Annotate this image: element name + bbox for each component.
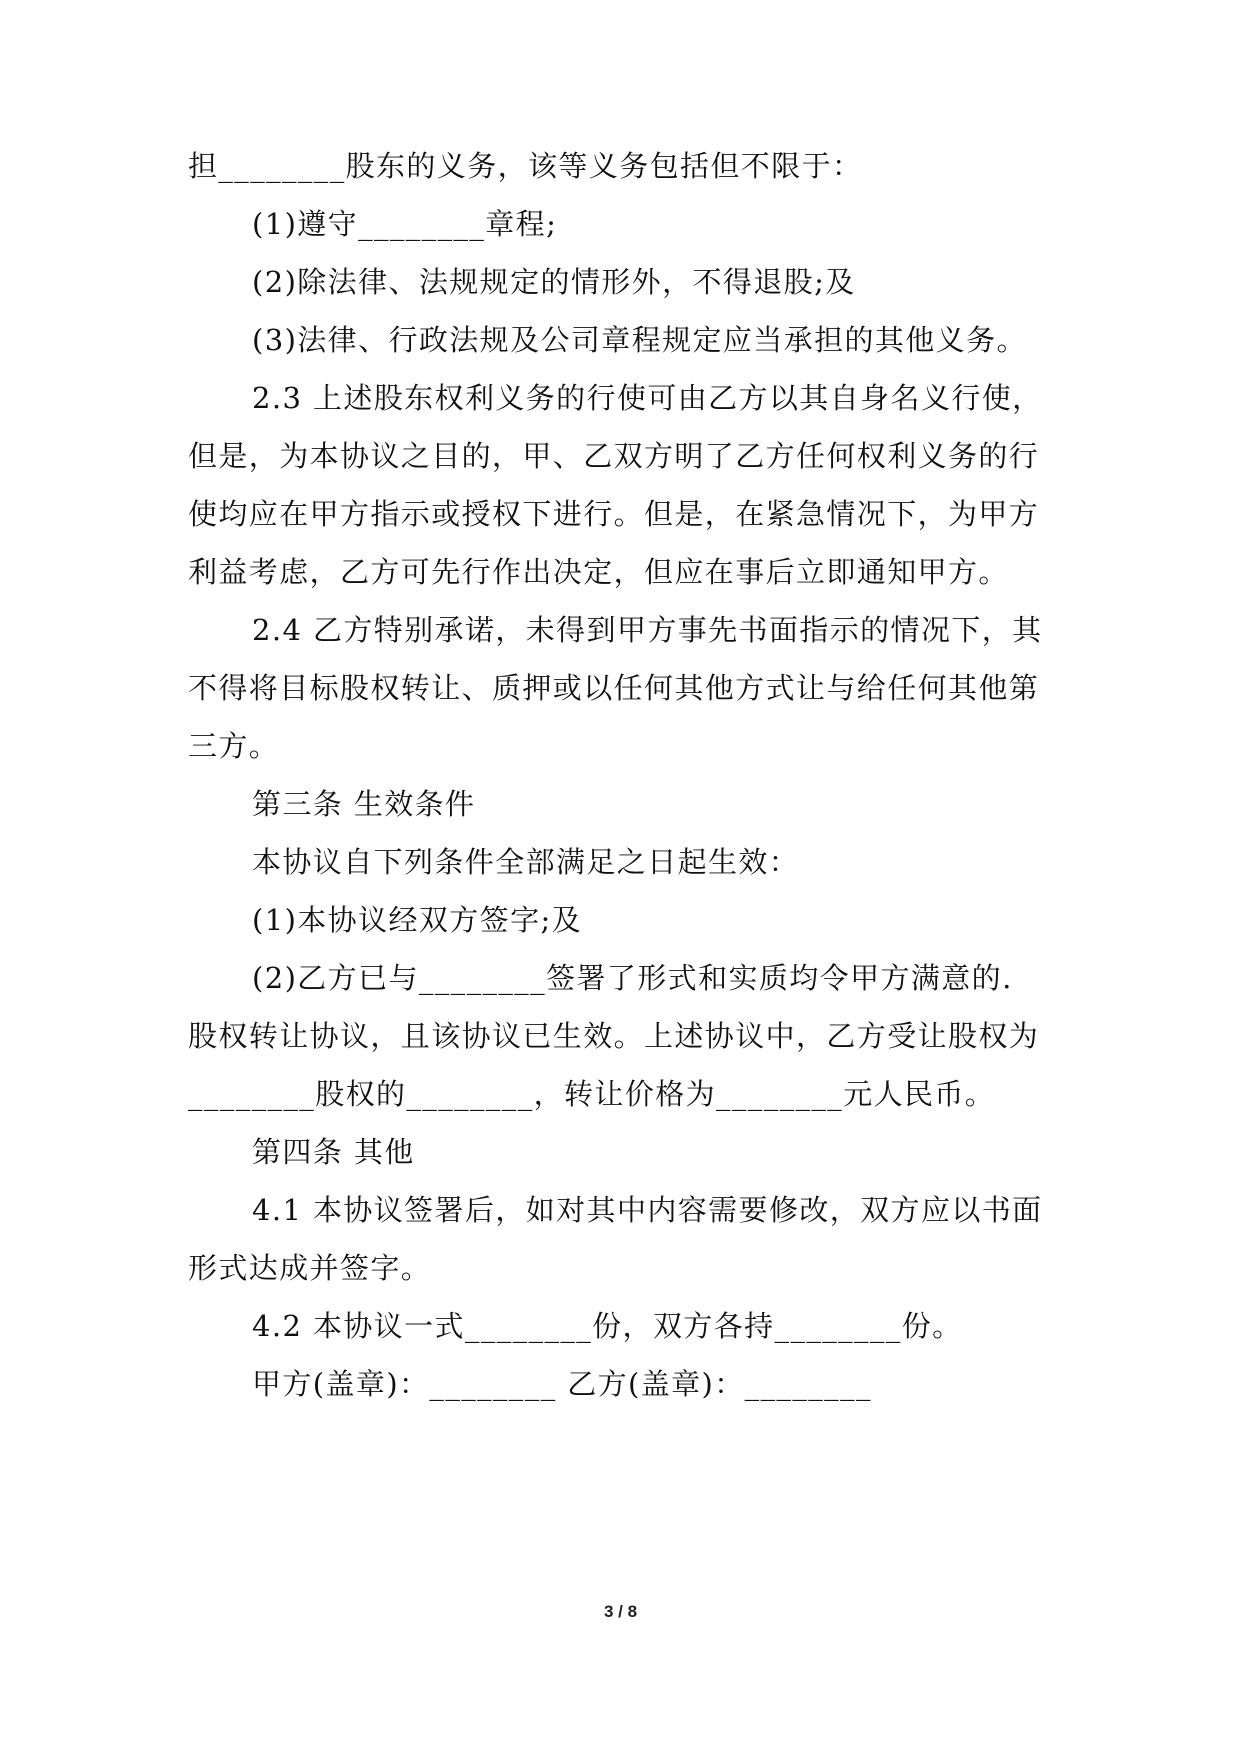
clause-2-4-line: 2.4 乙方特别承诺，未得到甲方事先书面指示的情况下，其 <box>252 613 1043 647</box>
section-heading-article-4: 第四条 其他 <box>252 1135 415 1169</box>
text-line: 形式达成并签字。 <box>188 1251 432 1285</box>
list-item: (2)除法律、法规规定的情形外，不得退股;及 <box>252 265 856 299</box>
text-line: 使均应在甲方指示或授权下进行。但是，在紧急情况下，为甲方 <box>188 497 1040 531</box>
list-item: (2)乙方已与________签署了形式和实质均令甲方满意的. <box>252 961 1013 995</box>
text-line: ________股权的________，转让价格为________元人民币。 <box>188 1077 996 1111</box>
clause-4-1-line: 4.1 本协议签署后，如对其中内容需要修改，双方应以书面 <box>252 1193 1043 1227</box>
text-line: 股权转让协议，且该协议已生效。上述协议中，乙方受让股权为 <box>188 1019 1040 1053</box>
section-heading-article-3: 第三条 生效条件 <box>252 787 476 821</box>
text-line: 担________股东的义务，该等义务包括但不限于： <box>188 149 863 183</box>
text-line: 三方。 <box>188 729 280 763</box>
signature-line: 甲方(盖章)：________ 乙方(盖章)：________ <box>252 1367 872 1401</box>
list-item: (1)本协议经双方签字;及 <box>252 903 583 937</box>
text-line: 本协议自下列条件全部满足之日起生效： <box>252 845 800 879</box>
text-line: 利益考虑，乙方可先行作出决定，但应在事后立即通知甲方。 <box>188 555 1009 589</box>
text-line: 不得将目标股权转让、质押或以任何其他方式让与给任何其他第 <box>188 671 1040 705</box>
text-line: 但是，为本协议之目的，甲、乙双方明了乙方任何权利义务的行 <box>188 439 1040 473</box>
page-number: 3 / 8 <box>603 1602 638 1621</box>
list-item: (3)法律、行政法规及公司章程规定应当承担的其他义务。 <box>252 323 1027 357</box>
clause-2-3-line: 2.3 上述股东权利义务的行使可由乙方以其自身名义行使， <box>252 381 1043 415</box>
clause-4-2-line: 4.2 本协议一式________份，双方各持________份。 <box>252 1309 963 1343</box>
list-item: (1)遵守________章程; <box>252 207 558 241</box>
